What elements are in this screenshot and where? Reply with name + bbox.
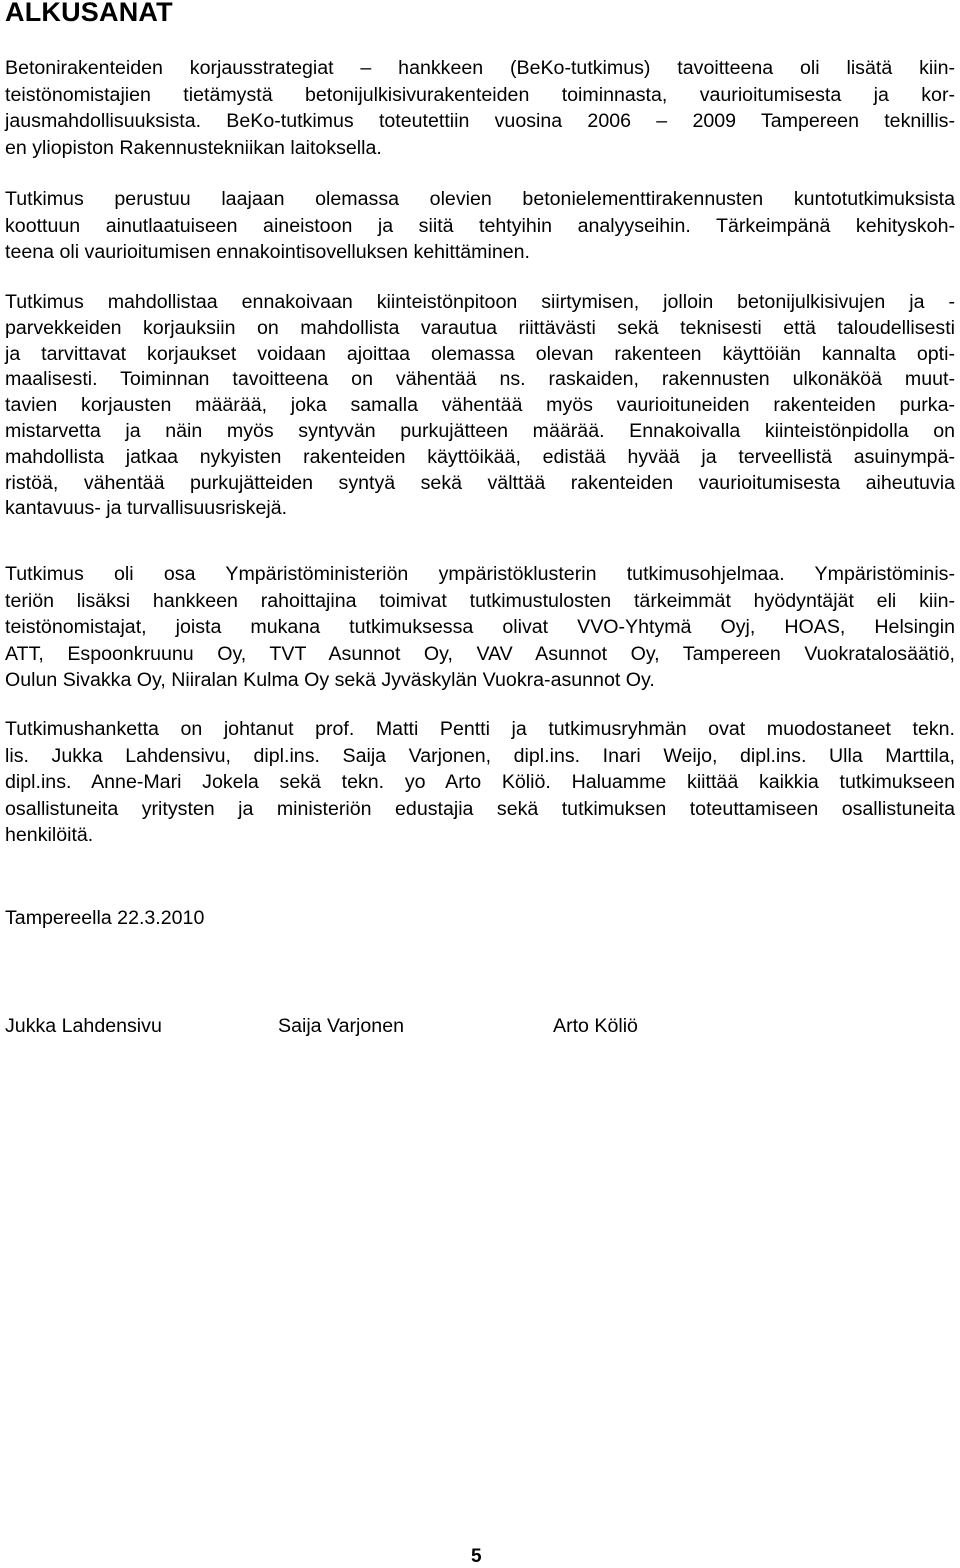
text-line: jausmahdollisuuksista. BeKo-tutkimus toteutettiin vuosina 2006 – 2009 Tampereen teknillis- xyxy=(5,110,955,132)
paragraph-funding xyxy=(5,561,955,694)
text-line: Tutkimus oli osa Ympäristöministeriön ympäristöklusterin tutkimusohjelmaa. Ympäristöminis- xyxy=(5,563,955,585)
text-line: tavien korjausten määrää, joka samalla vähentää myös vaurioituneiden rakenteiden purka- xyxy=(5,394,955,417)
signature-name: Saija Varjonen xyxy=(278,1015,404,1037)
place-and-date: Tampereella 22.3.2010 xyxy=(5,907,205,929)
text-line: teistönomistajat, joista mukana tutkimuksessa olivat VVO-Yhtymä Oyj, HOAS, Helsingin xyxy=(5,616,955,638)
text-line: Tutkimushanketta on johtanut prof. Matti Pentti ja tutkimusryhmän ovat muodostaneet tekn. xyxy=(5,718,955,740)
text-line: mistarvetta ja näin myös syntyvän purkujätteen määrää. Ennakoivalla kiinteistönpidolla on xyxy=(5,419,955,442)
text-line: mahdollista jatkaa nykyisten rakenteiden käyttöikää, edistää hyvää ja terveellistä asuinympä- xyxy=(5,445,955,468)
text-line: teriön lisäksi hankkeen rahoittajina toimivat tutkimustulosten tärkeimmät hyödyntäjät eli kiin- xyxy=(5,589,955,612)
text-line: parvekkeiden korjauksiin on mahdollista varautua riittävästi sekä teknisesti että taloudellisesti xyxy=(5,316,955,339)
text-line: en yliopiston Rakennustekniikan laitoksella. xyxy=(5,136,382,159)
text-line: lis. Jukka Lahdensivu, dipl.ins. Saija Varjonen, dipl.ins. Inari Weijo, dipl.ins. Ulla Marttila, xyxy=(5,744,955,767)
text-line: teena oli vaurioitumisen ennakointisovelluksen kehittäminen. xyxy=(5,241,530,263)
text-line: teistönomistajien tietämystä betonijulkisivurakenteiden toiminnasta, vaurioitumisesta ja kor- xyxy=(5,83,955,106)
page-number: 5 xyxy=(471,1546,482,1567)
text-line: Tutkimus perustuu laajaan olemassa olevien betonielementtirakennusten kuntotutkimuksista xyxy=(5,188,955,210)
text-line: koottuun ainutlaatuiseen aineistoon ja siitä tehtyihin analyyseihin. Tärkeimpänä kehityskoh- xyxy=(5,214,955,237)
signature-name: Jukka Lahdensivu xyxy=(5,1015,162,1037)
text-line: maalisesti. Toiminnan tavoitteena on vähentää ns. raskaiden, rakennusten ulkonäköä muut- xyxy=(5,368,955,391)
text-line: osallistuneita yritysten ja ministeriön edustajia sekä tutkimuksen toteuttamiseen osallistuneita xyxy=(5,797,955,820)
signatures xyxy=(5,1013,905,1043)
text-line: Betonirakenteiden korjausstrategiat – hankkeen (BeKo-tutkimus) tavoitteena oli lisätä kiin- xyxy=(5,57,955,79)
paragraph-acknowledgements xyxy=(5,716,955,849)
text-line: henkilöitä. xyxy=(5,824,94,846)
text-line: ja tarvittavat korjaukset voidaan ajoittaa olemassa olevan rakenteen käyttöiän kannalta opti- xyxy=(5,342,955,365)
text-line: Oulun Sivakka Oy, Niiralan Kulma Oy sekä Jyväskylän Vuokra-asunnot Oy. xyxy=(5,669,655,691)
signature-name: Arto Köliö xyxy=(553,1015,638,1037)
text-line: dipl.ins. Anne-Mari Jokela sekä tekn. yo Arto Köliö. Haluamme kiittää kaikkia tutkimukseen xyxy=(5,771,955,793)
text-line: ATT, Espoonkruunu Oy, TVT Asunnot Oy, VAV Asunnot Oy, Tampereen Vuokratalosäätiö, xyxy=(5,642,955,665)
text-line: Tutkimus mahdollistaa ennakoivaan kiinteistönpitoon siirtymisen, jolloin betonijulkisivujen ja - xyxy=(5,291,955,313)
paragraph-intro xyxy=(5,55,955,161)
paragraph-research-basis xyxy=(5,186,955,266)
paragraph-research-benefits xyxy=(5,290,955,522)
page-title: ALKUSANAT xyxy=(5,0,173,27)
text-line: kantavuus- ja turvallisuusriskejä. xyxy=(5,497,288,520)
text-line: ristöä, vähentää purkujätteiden syntyä sekä välttää rakenteiden vaurioitumisesta aiheutuvia xyxy=(5,471,955,494)
